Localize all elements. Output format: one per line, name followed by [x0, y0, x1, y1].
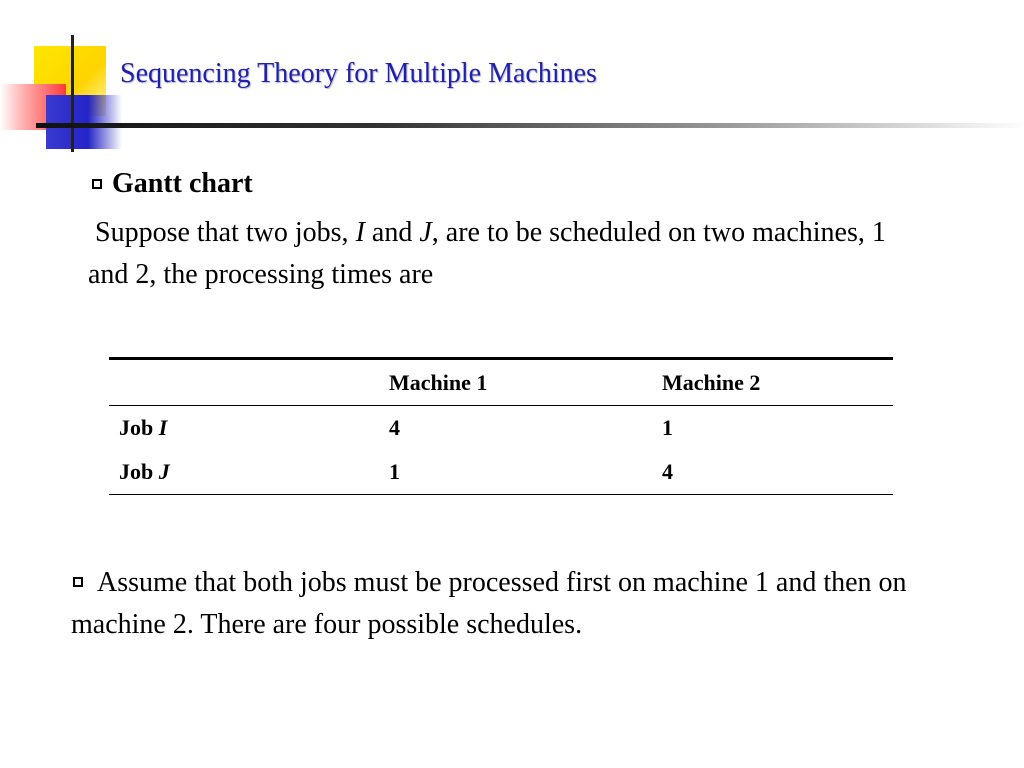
assumption-text: Assume that both jobs must be processed first on machine 1 and then on machine 2. There are four possible schedules.: [71, 567, 907, 640]
table-header-empty: [109, 359, 379, 406]
intro-text-2: and: [364, 217, 420, 248]
intro-paragraph: [88, 212, 908, 296]
title-underline: [36, 123, 1024, 128]
cell-machine-2: 4: [662, 459, 673, 484]
cell-machine-2: 1: [662, 415, 673, 440]
cell-machine-1: 1: [389, 459, 400, 484]
section-heading: [92, 168, 253, 200]
cell-machine-1: 4: [389, 415, 400, 440]
row-label: Job J: [119, 459, 170, 484]
decorative-blue-square: [46, 95, 122, 149]
table-row: [109, 406, 893, 451]
section-heading-text: Gantt chart: [112, 168, 253, 199]
square-bullet-icon: [92, 179, 102, 189]
intro-text-1: Suppose that two jobs,: [95, 217, 356, 248]
row-label: Job I: [119, 415, 168, 440]
assumption-paragraph: [71, 562, 951, 646]
slide-title: Sequencing Theory for Multiple Machines: [120, 58, 597, 89]
table-header-machine-1: Machine 1: [389, 369, 488, 395]
job-j-symbol: J: [419, 217, 432, 248]
decorative-vertical-line: [71, 35, 74, 152]
table-header-machine-2: Machine 2: [662, 369, 761, 395]
table-header-row: [109, 359, 893, 406]
square-bullet-icon: [73, 577, 83, 587]
intro-text-3: , are to be scheduled on two machines, 1 and 2, the processing times are: [88, 217, 886, 290]
table-row: [109, 450, 893, 495]
processing-times-table: [109, 357, 893, 495]
job-i-symbol: I: [355, 217, 365, 248]
